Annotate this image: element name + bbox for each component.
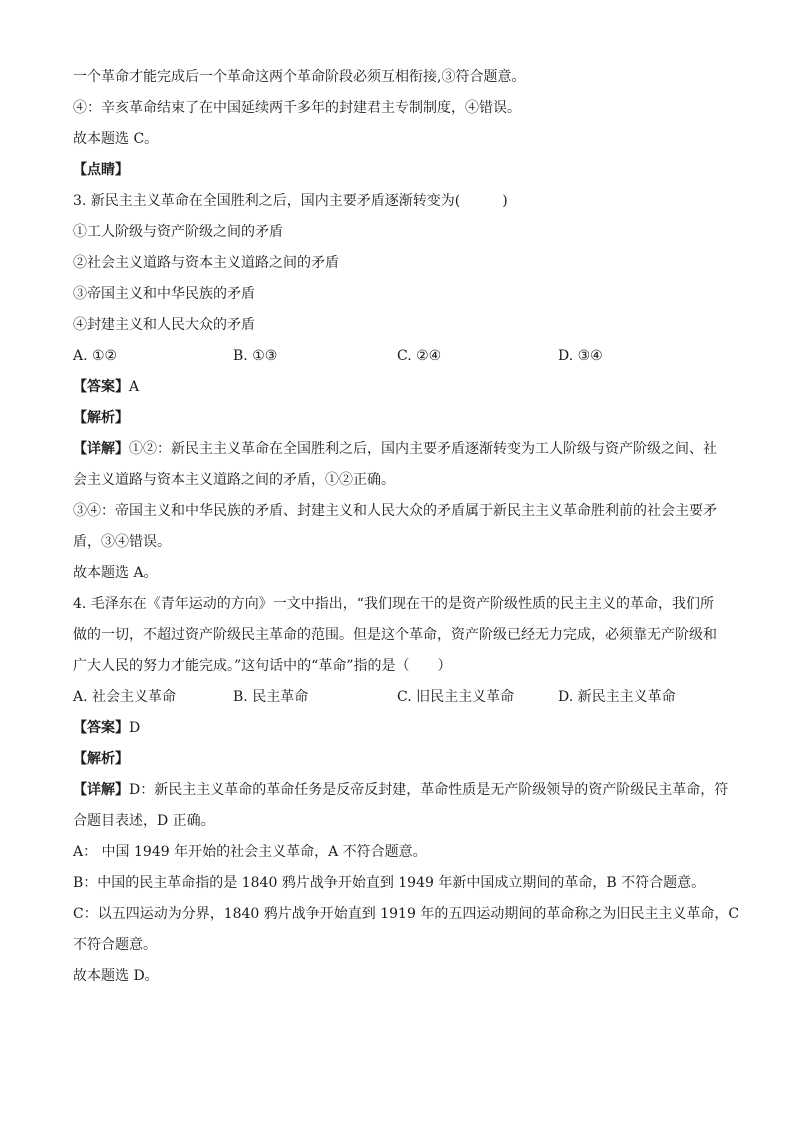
q4-conclusion: 故本题选 D。 — [73, 968, 159, 984]
analysis-label: 【解析】 — [73, 751, 129, 767]
answer-label: 【答案】 — [73, 379, 129, 395]
q3-detail-line: 盾，③④错误。 — [73, 534, 171, 550]
q3-option-b: B. ①③ — [233, 348, 278, 364]
q3-detail-line: ③④：帝国主义和中华民族的矛盾、封建主义和人民大众的矛盾属于新民主主义革命胜利前的社会主要矛 — [73, 503, 717, 519]
q4-option-a: A. 社会主义革命 — [73, 689, 177, 705]
prev-analysis-line: 一个革命才能完成后一个革命这两个革命阶段必须互相衔接,③符合题意。 — [73, 69, 526, 85]
q3-item: ①工人阶级与资产阶级之间的矛盾 — [73, 224, 283, 240]
detail-text: D：新民主主义革命的革命任务是反帝反封建，革命性质是无产阶级领导的资产阶级民主革命，符 — [129, 782, 729, 798]
analysis-label: 【解析】 — [73, 410, 129, 426]
detail-text: ①②：新民主主义革命在全国胜利之后，国内主要矛盾逐渐转变为工人阶级与资产阶级之间、社 — [129, 441, 717, 457]
q3-item: ④封建主义和人民大众的矛盾 — [73, 317, 255, 333]
document-page — [73, 62, 740, 992]
detail-label: 【详解】 — [73, 441, 129, 457]
q3-detail-line — [73, 434, 723, 465]
answer-value: D — [129, 720, 141, 736]
q3-option-c: C. ②④ — [397, 348, 442, 364]
q3-option-d: D. ③④ — [558, 348, 603, 364]
q4-answer — [73, 713, 723, 744]
q4-detail-line — [73, 775, 729, 806]
q4-stem-line: 做的一切，不超过资产阶级民主革命的范围。但是这个革命，资产阶级已经无力完成，必须靠无产阶级和 — [73, 627, 717, 643]
q4-detail-line: 合题目表述，D 正确。 — [73, 813, 215, 829]
q3-option-a: A. ①② — [73, 348, 118, 364]
q3-item: ②社会主义道路与资本主义道路之间的矛盾 — [73, 255, 339, 271]
q4-stem-line: 4. 毛泽东在《青年运动的方向》一文中指出，“我们现在干的是资产阶级性质的民主主义的革命，我们所 — [73, 596, 714, 612]
q4-options — [73, 682, 723, 713]
q4-detail-line: A： 中国 1949 年开始的社会主义革命，A 不符合题意。 — [73, 844, 427, 860]
q4-option-c: C. 旧民主主义革命 — [397, 689, 515, 705]
answer-label: 【答案】 — [73, 720, 129, 736]
detail-label: 【详解】 — [73, 782, 129, 798]
q4-stem-line: 广大人民的努力才能完成。”这句话中的“革命”指的是（ ） — [73, 658, 452, 674]
q3-answer — [73, 372, 723, 403]
q4-option-b: B. 民主革命 — [233, 689, 309, 705]
q3-item: ③帝国主义和中华民族的矛盾 — [73, 286, 255, 302]
q4-detail-line: B：中国的民主革命指的是 1840 鸦片战争开始直到 1949 年新中国成立期间的革命，B 不符合题意。 — [73, 875, 706, 891]
answer-value: A — [129, 379, 140, 395]
q4-option-d: D. 新民主主义革命 — [558, 689, 676, 705]
q4-detail-line: C：以五四运动为分界，1840 鸦片战争开始直到 1919 年的五四运动期间的革命称之为旧民主主义革命，C — [73, 906, 740, 922]
prev-conclusion: 故本题选 C。 — [73, 131, 159, 147]
q3-options — [73, 341, 723, 372]
q3-stem: 3. 新民主主义革命在全国胜利之后，国内主要矛盾逐渐转变为( ) — [73, 193, 508, 209]
dianjing-label: 【点睛】 — [73, 162, 129, 178]
q4-detail-line: 不符合题意。 — [73, 937, 157, 953]
prev-analysis-line: ④：辛亥革命结束了在中国延续两千多年的封建君主专制制度，④错误。 — [73, 100, 521, 116]
q3-conclusion: 故本题选 A。 — [73, 565, 158, 581]
q3-detail-line: 会主义道路与资本主义道路之间的矛盾，①②正确。 — [73, 472, 395, 488]
